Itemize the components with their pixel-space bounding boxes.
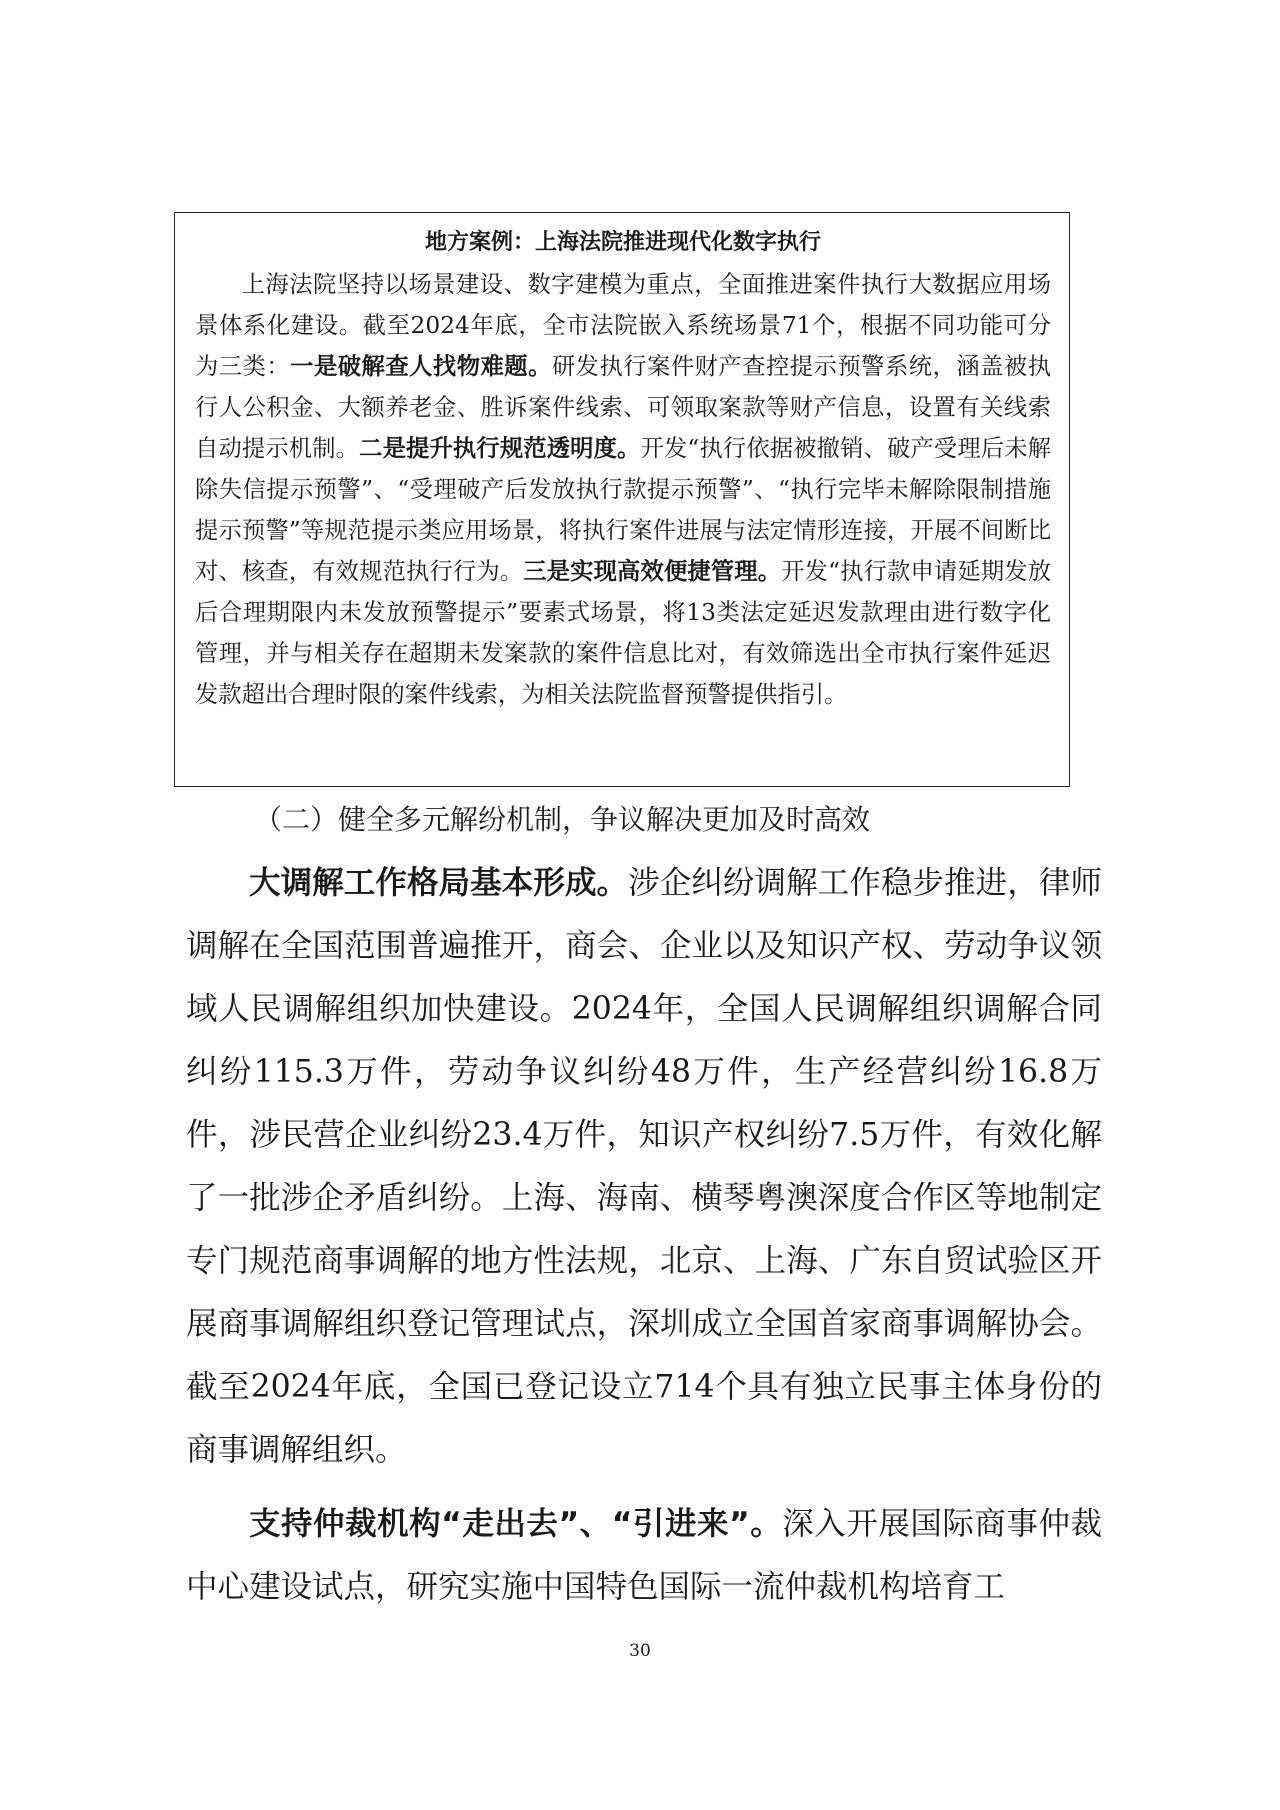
paragraph-arbitration xyxy=(186,1493,1102,1619)
case-text-2: 研发执行案件财产查控提示预警系统，涵盖被执行人公积金、大额养老金、胜诉案件线索、可领取案款等财产信息，设置有关线索自动提示机制。 xyxy=(195,353,1052,462)
case-text-3: 开发“执行依据被撤销、破产受理后未解除失信提示预警”、“受理破产后发放执行款提示预警”、“执行完毕未解除限制措施提示预警”等规范提示类应用场景，将执行案件进展与法定情形连接，开展不间断比对、核查，有效规范执行行为。 xyxy=(195,435,1052,585)
paragraph-mediation xyxy=(186,852,1102,1482)
case-text-1: 上海法院坚持以场景建设、数字建模为重点，全面推进案件执行大数据应用场景体系化建设。截至2024年底，全市法院嵌入系统场景71个，根据不同功能可分为三类： xyxy=(195,271,1051,380)
section-heading: （二）健全多元解纷机制，争议解决更加及时高效 xyxy=(254,803,871,836)
paragraph-lead-arbitration: 支持仲裁机构“走出去”、“引进来”。 xyxy=(249,1506,783,1542)
paragraph-lead-mediation: 大调解工作格局基本形成。 xyxy=(249,865,629,901)
paragraph-text-arbitration: 深入开展国际商事仲裁中心建设试点，研究实施中国特色国际一流仲裁机构培育工 xyxy=(186,1506,1102,1605)
case-highlight-1: 一是破解查人找物难题。 xyxy=(290,353,552,380)
case-box-body xyxy=(195,264,1051,715)
local-case-box xyxy=(174,212,1070,787)
case-highlight-3: 三是实现高效便捷管理。 xyxy=(523,558,782,585)
paragraph-text-mediation: 涉企纠纷调解工作稳步推进，律师调解在全国范围普遍推开，商会、企业以及知识产权、劳动争议领域人民调解组织加快建设。2024年，全国人民调解组织调解合同纠纷115.3万件，劳动争议纠纷48万件，生产经营纠纷16.8万件，涉民营企业纠纷23.4万件，知识产权纠纷7.5万件，有效化解了一批涉企矛盾纠纷。上海、海南、横琴粤澳深度合作区等地制定专门规范商事调解的地方性法规，北京、上海、广东自贸试验区开展商事调解组织登记管理试点，深圳成立全国首家商事调解协会。截至2024年底，全国已登记设立714个具有独立民事主体身份的商事调解组织。 xyxy=(186,865,1102,1468)
page-number: 30 xyxy=(629,1641,651,1661)
case-box-title: 地方案例：上海法院推进现代化数字执行 xyxy=(424,230,821,255)
case-text-4: 开发“执行款申请延期发放后合理期限内未发放预警提示”要素式场景，将13类法定延迟发款理由进行数字化管理，并与相关存在超期未发案款的案件信息比对，有效筛选出全市执行案件延迟发款超出合理时限的案件线索，为相关法院监督预警提供指引。 xyxy=(195,558,1052,708)
case-highlight-2: 二是提升执行规范透明度。 xyxy=(359,435,641,462)
